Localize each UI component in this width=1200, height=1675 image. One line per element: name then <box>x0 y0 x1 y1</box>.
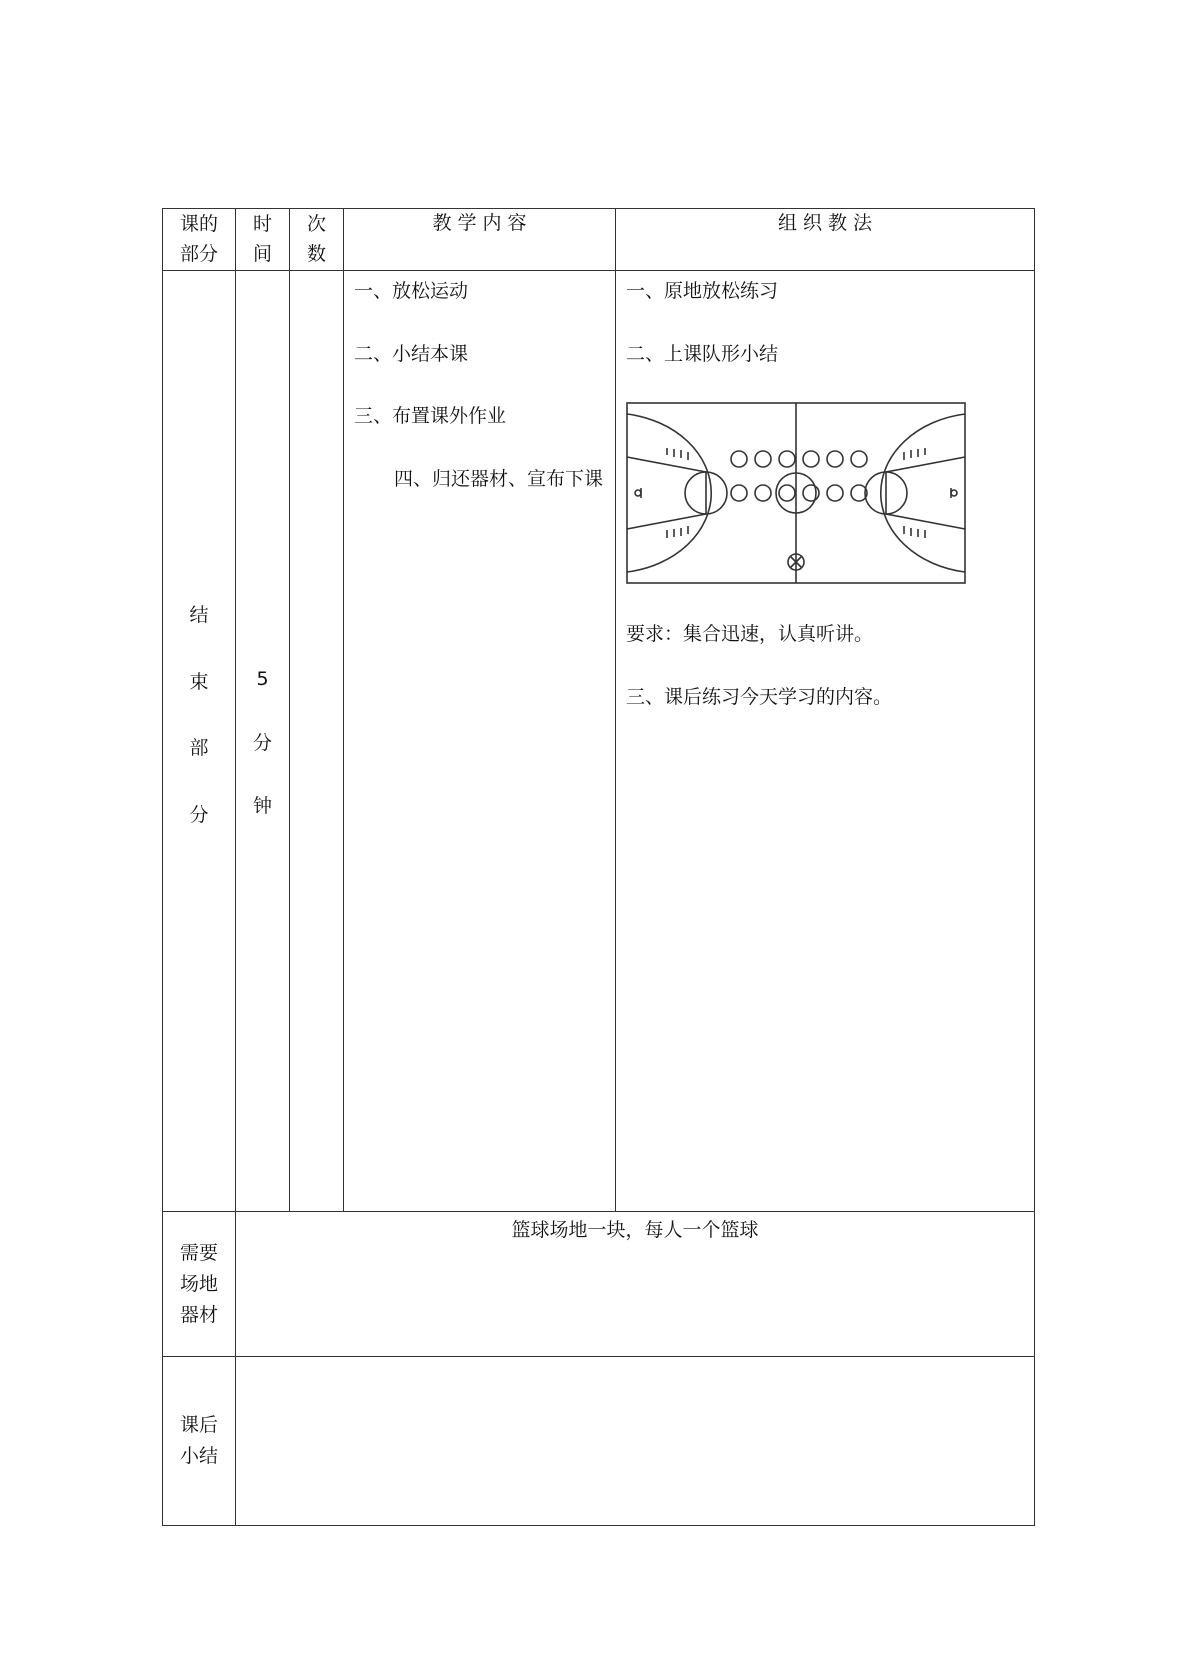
header-part-line2: 部分 <box>179 243 218 265</box>
left-key <box>627 457 706 529</box>
header-count-line2: 数 <box>306 243 326 265</box>
content-item: 三、布置课外作业 <box>354 405 507 427</box>
time-char: 分 <box>252 731 272 754</box>
equipment-row <box>163 1212 1035 1357</box>
section-row <box>163 271 1035 1212</box>
section-part <box>163 271 236 1212</box>
header-row <box>163 209 1035 271</box>
equipment-label-line: 器材 <box>179 1303 218 1326</box>
content-item: 四、归还器材、宣布下课 <box>394 467 604 490</box>
section-method <box>616 271 1035 1212</box>
basketball-court-icon <box>626 402 966 584</box>
part-char: 分 <box>189 803 209 826</box>
content-item: 二、小结本课 <box>354 342 469 365</box>
header-part <box>163 209 236 271</box>
summary-label <box>163 1357 236 1526</box>
student-marker <box>731 485 747 501</box>
summary-row <box>163 1357 1035 1526</box>
header-count-line1: 次 <box>306 213 326 235</box>
equipment-label-line: 场地 <box>179 1272 218 1295</box>
equipment-label-line: 需要 <box>179 1241 218 1264</box>
left-three-point-arc <box>627 414 711 572</box>
lesson-plan-table <box>162 208 1035 1526</box>
section-time <box>236 271 290 1212</box>
student-marker <box>755 485 771 501</box>
section-count <box>290 271 344 1212</box>
right-hoop <box>951 490 957 496</box>
part-char: 束 <box>189 670 209 693</box>
header-method <box>616 209 1035 271</box>
header-time-line1: 时 <box>252 213 272 235</box>
summary-label-line: 小结 <box>179 1445 218 1467</box>
student-marker <box>731 451 747 467</box>
student-marker <box>851 451 867 467</box>
homework-text: 三、课后练习今天学习的内容。 <box>626 685 893 708</box>
content-item: 一、放松运动 <box>354 280 469 302</box>
student-marker <box>779 451 795 467</box>
summary-text <box>236 1357 1035 1526</box>
student-marker <box>779 485 795 501</box>
method-item: 二、上课队形小结 <box>626 342 779 365</box>
header-time <box>236 209 290 271</box>
equipment-label <box>163 1212 236 1357</box>
header-count <box>290 209 344 271</box>
header-method-label: 组 织 教 法 <box>777 212 873 234</box>
student-marker <box>827 451 843 467</box>
student-marker <box>827 485 843 501</box>
header-part-line1: 课的 <box>179 213 218 235</box>
equipment-text: 篮球场地一块，每人一个篮球 <box>236 1212 1035 1357</box>
part-char: 结 <box>189 604 209 626</box>
method-item: 一、原地放松练习 <box>626 280 779 302</box>
header-time-line2: 间 <box>252 243 272 265</box>
time-char: 5 <box>256 668 269 690</box>
right-key <box>886 457 965 529</box>
student-marker <box>803 451 819 467</box>
requirement-text: 要求：集合迅速，认真听讲。 <box>626 623 874 645</box>
section-content <box>344 271 616 1212</box>
part-char: 部 <box>189 737 209 759</box>
header-content <box>344 209 616 271</box>
left-hoop <box>635 490 641 496</box>
header-content-label: 教 学 内 容 <box>432 212 527 234</box>
summary-label-line: 课后 <box>179 1414 218 1436</box>
time-char: 钟 <box>252 795 272 817</box>
right-three-point-arc <box>881 414 965 572</box>
student-marker <box>755 451 771 467</box>
